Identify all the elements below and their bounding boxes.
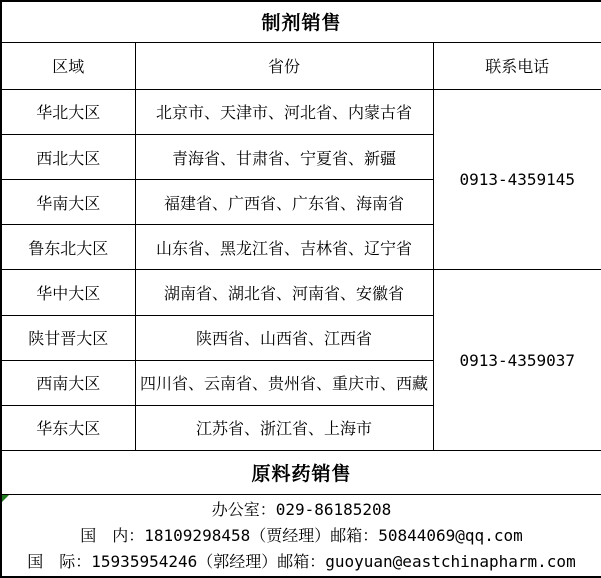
- table-row: [1, 89, 601, 134]
- formulation-section-title: 制剂销售: [1, 1, 601, 42]
- table-cell-provinces: 陕西省、山西省、江西省: [135, 315, 433, 360]
- table-cell-provinces: 福建省、广西省、广东省、海南省: [135, 180, 433, 225]
- column-header-phone: 联系电话: [433, 42, 601, 89]
- api-contact-cell: [1, 495, 601, 577]
- table-cell-region: 华北大区: [1, 89, 135, 134]
- table-cell-region: 华中大区: [1, 270, 135, 315]
- table-cell-provinces: 山东省、黑龙江省、吉林省、辽宁省: [135, 225, 433, 270]
- column-header-region: 区域: [1, 42, 135, 89]
- table-cell-region: 陕甘晋大区: [1, 315, 135, 360]
- table-cell-phone-group1: 0913-4359145: [433, 89, 601, 270]
- table-cell-provinces: 江苏省、浙江省、上海市: [135, 405, 433, 450]
- domestic-contact-line: 国 内：18109298458（贾经理）邮箱：50844069@qq.com: [80, 525, 523, 545]
- cell-flag-icon: [2, 495, 9, 502]
- table-cell-phone-group2: 0913-4359037: [433, 270, 601, 451]
- table-cell-provinces: 四川省、云南省、贵州省、重庆市、西藏: [135, 360, 433, 405]
- table-cell-region: 鲁东北大区: [1, 225, 135, 270]
- table-cell-region: 华南大区: [1, 180, 135, 225]
- column-header-provinces: 省份: [135, 42, 433, 89]
- office-phone-line: 办公室：029-86185208: [211, 499, 392, 519]
- table-row: [1, 270, 601, 315]
- international-contact-line: 国 际：15935954246（郭经理）邮箱：guoyuan@eastchinapharm.com: [27, 551, 576, 571]
- table-cell-provinces: 北京市、天津市、河北省、内蒙古省: [135, 89, 433, 134]
- table-cell-region: 西北大区: [1, 134, 135, 179]
- table-cell-provinces: 青海省、甘肃省、宁夏省、新疆: [135, 134, 433, 179]
- api-section-title: 原料药销售: [1, 451, 601, 495]
- table-cell-region: 西南大区: [1, 360, 135, 405]
- table-cell-region: 华东大区: [1, 405, 135, 450]
- table-cell-provinces: 湖南省、湖北省、河南省、安徽省: [135, 270, 433, 315]
